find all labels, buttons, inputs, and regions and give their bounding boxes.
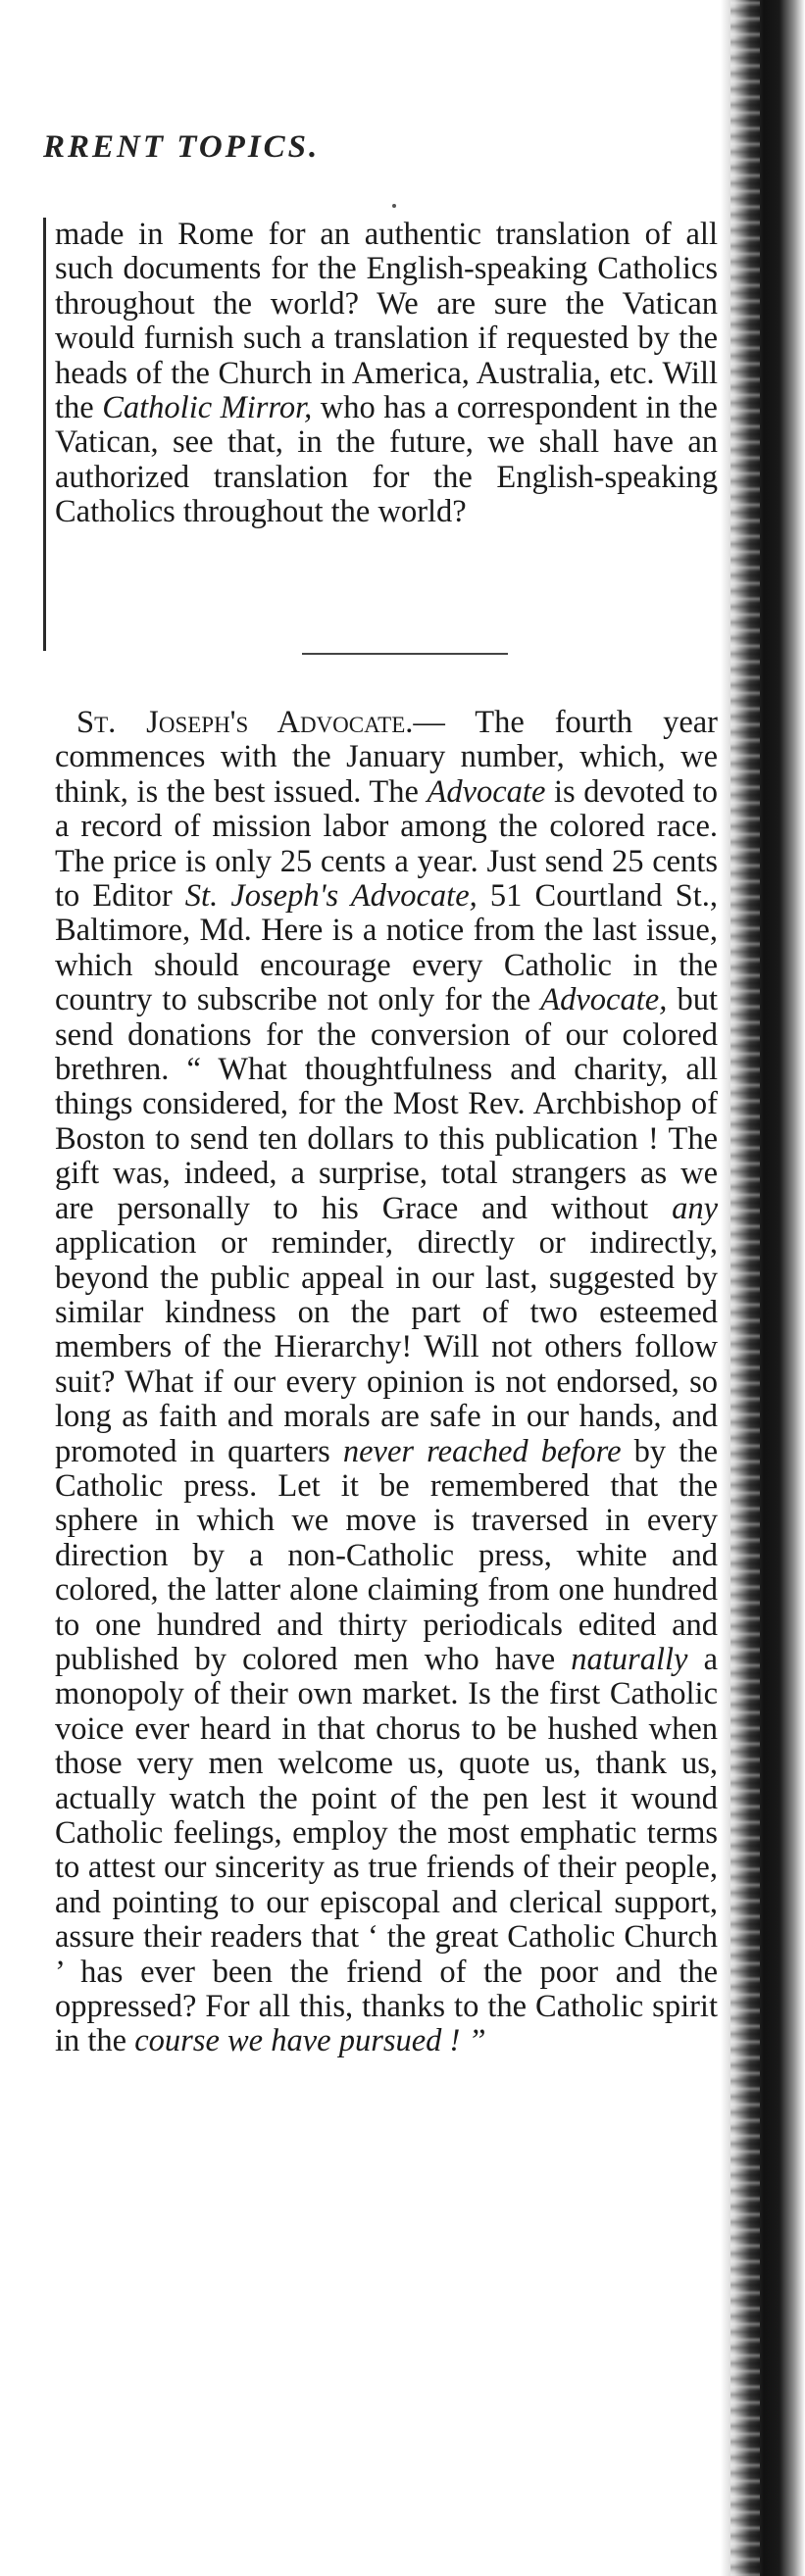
italic-text: never reached before — [342, 1433, 622, 1469]
paragraph-st-josephs-advocate — [55, 706, 718, 2059]
paragraph-text: application or reminder, directly or indirectly, beyond the public appeal in our last, suggested by similar kindness on the part of two esteemed members of the Hierarchy! Will not others follow suit? What if our every opinion is not endorsed, so long as faith and morals are safe in our hands, and promoted in quarters — [55, 1225, 718, 1469]
italic-text: Advocate, — [540, 982, 668, 1018]
paragraph-text: a monopoly of their own market. Is the first Catholic voice ever heard in that chorus to be hushed when those very men welcome us, quote us, thank us, actually watch the point of the pen lest it wound Catholic feelings, employ the most emphatic terms to attest our sincerity as true friends of their people, and pointing to our episcopal and clerical support, assure their readers that ‘ the great Catholic Church ’ has ever been the friend of the poor and the oppressed? For all this, thanks to the Catholic spirit in the — [55, 1641, 718, 2059]
paragraph-text: is devoted to a record of mission labor among the colored race. The price is only 25 cents a year. Just send 25 cents to Editor — [55, 773, 718, 915]
paragraph-text: by the Catholic press. Let it be remembered that the sphere in which we move is traversed in every direction by a non-Catholic press, white and colored, the latter alone claiming from one hundred to one hundred and thirty periodicals edited and published by colored men who have — [55, 1433, 718, 1677]
italic-text: naturally — [571, 1641, 688, 1677]
section-divider — [302, 653, 508, 655]
column-rule — [43, 218, 46, 651]
paragraph-text: who has a correspondent in the Vatican, see that, in the future, we shall have an authorized translation for the English-speaking Catholics throughout the world? — [55, 390, 718, 530]
paragraph-text: 51 Courtland St., Baltimore, Md. Here is a notice from the last issue, which should encourage every Catholic in the country to subscribe not only for the — [55, 878, 719, 1018]
scan-binding-shadow — [721, 0, 805, 2576]
paragraph-text: but send donations for the conversion of our colored brethren. “ What thoughtfulness and charity, all things considered, for the Most Rev. Archbishop of Boston to send ten dollars to this publication ! The gift was, indeed, a surprise, total strangers as we are personally to his Grace and without — [55, 982, 719, 1226]
italic-text: course we have pursued ! ” — [134, 2023, 486, 2059]
paragraph-translation-request — [55, 218, 718, 530]
italic-text: Advocate — [427, 773, 546, 810]
italic-publication-name: Catholic Mirror, — [102, 390, 313, 426]
section-heading: St. Joseph's Advocate. — [76, 705, 414, 740]
scan-speck — [392, 204, 396, 208]
italic-text: St. Joseph's Advocate, — [184, 878, 478, 915]
paragraph-text: — The fourth year commences with the January number, which, we think, is the best issued. The — [55, 705, 718, 810]
italic-text: any — [672, 1190, 718, 1226]
paragraph-text: made in Rome for an authentic translation of all such documents for the English-speaking Catholics throughout the world? We are sure the Vatican would furnish such a translation if requested by the heads of the Church in America, Australia, etc. Will the — [55, 217, 718, 426]
running-head: RRENT TOPICS. — [43, 129, 321, 165]
